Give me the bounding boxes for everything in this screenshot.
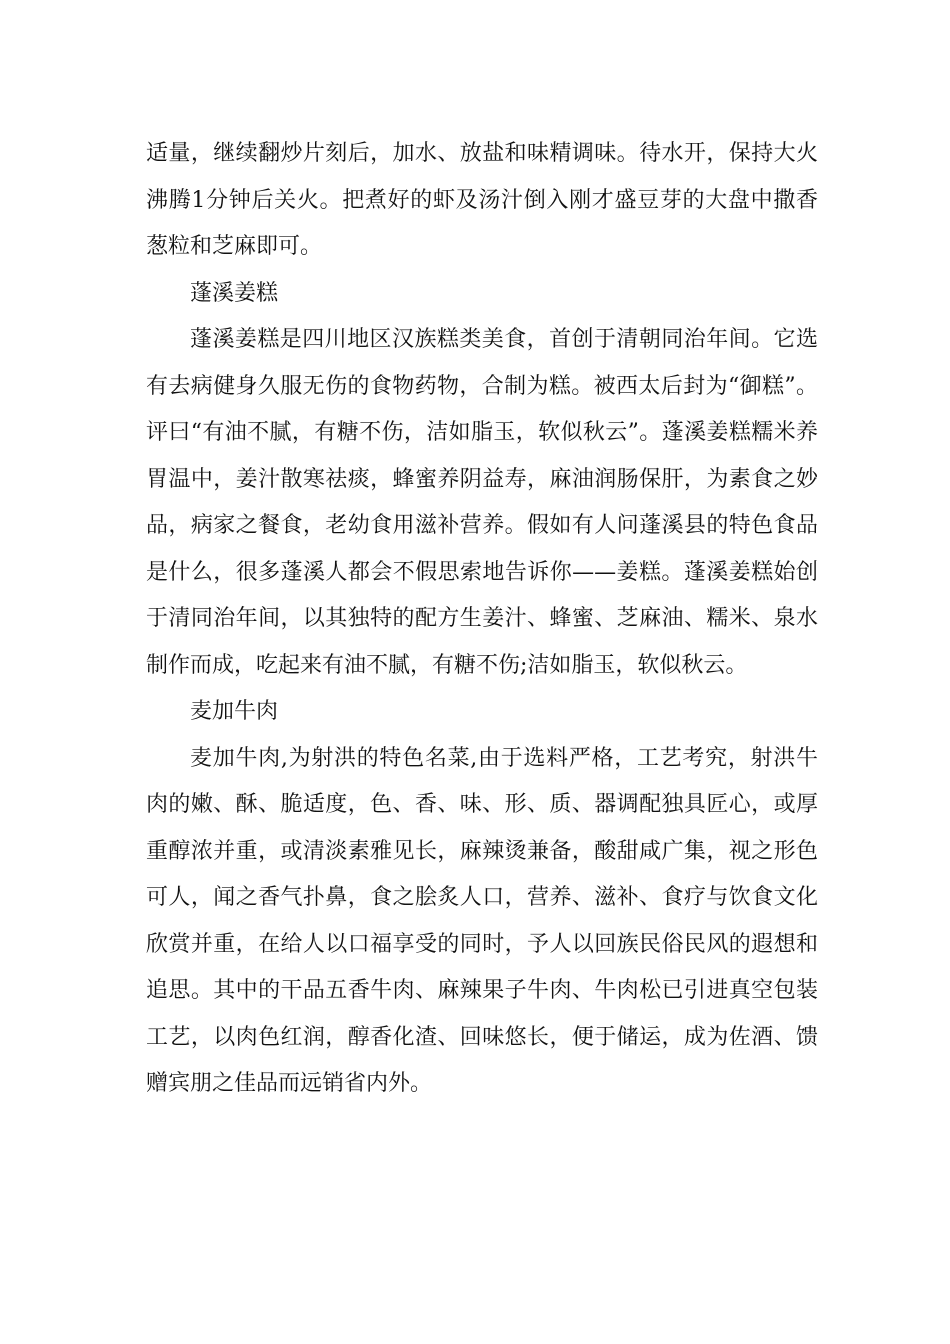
- section-heading-mecca-beef: 麦加牛肉: [190, 699, 279, 724]
- paragraph-pengxi-ginger-cake: 蓬溪姜糕是四川地区汉族糕类美食，首创于清朝同治年间。它选有去病健身久服无伤的食物药物，合制为糕。被西太后封为“御糕”。评曰“有油不腻，有糖不伤，洁如脂玉，软似秋云”。蓬溪姜糕糯米养胃温中，姜汁散寒祛痰，蜂蜜养阴益寿，麻油润肠保肝，为素食之妙品，病家之餐食，老幼食用滋补营养。假如有人问蓬溪县的特色食品是什么，很多蓬溪人都会不假思索地告诉你——姜糕。蓬溪姜糕始创于清同治年间，以其独特的配方生姜汁、蜂蜜、芝麻油、糯米、泉水制作而成，吃起来有油不腻，有糖不伤;洁如脂玉，软似秋云。: [146, 327, 818, 678]
- section-heading-pengxi-ginger-cake: 蓬溪姜糕: [190, 280, 279, 306]
- paragraph-mecca-beef: 麦加牛肉,为射洪的特色名菜,由于选料严格，工艺考究，射洪牛肉的嫩、酥、脆适度，色、香、味、形、质、器调配独具匠心，或厚重醇浓并重，或清淡素雅见长，麻辣烫兼备，酸甜咸广集，视之形色可人，闻之香气扑鼻，食之脍炙人口，营养、滋补、食疗与饮食文化欣赏并重，在给人以口福享受的同时，予人以回族民俗民风的遐想和追思。其中的干品五香牛肉、麻辣果子牛肉、牛肉松已引进真空包装工艺，以肉色红润，醇香化渣、回味悠长，便于储运，成为佐酒、馈赠宾朋之佳品而远销省内外。: [146, 745, 818, 1096]
- document-body: [146, 131, 818, 1108]
- paragraph-continuation: 适量，继续翻炒片刻后，加水、放盐和味精调味。待水开，保持大火沸腾1分钟后关火。把煮好的虾及汤汁倒入刚才盛豆芽的大盘中撒香葱粒和芝麻即可。: [146, 141, 818, 259]
